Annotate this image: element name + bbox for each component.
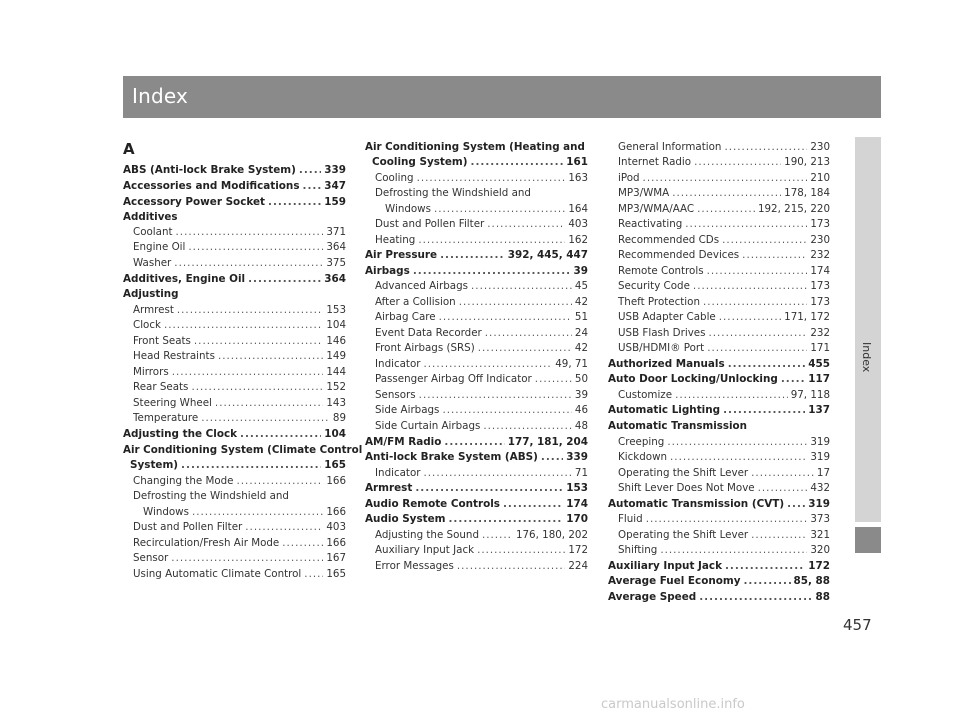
index-entry[interactable]: Audio System ..... 170 (365, 512, 588, 526)
index-subentry[interactable]: Dust and Pollen Filter ..... 403 (375, 217, 588, 231)
index-subentry[interactable]: Recirculation/Fresh Air Mode ..... 166 (133, 536, 346, 550)
page-number: 457 (843, 616, 872, 634)
index-subentry[interactable]: Using Automatic Climate Control ..... 165 (133, 567, 346, 581)
index-subentry[interactable]: Kickdown ..... 319 (618, 450, 830, 464)
index-entry[interactable]: Adjusting the Clock ..... 104 (123, 427, 346, 441)
index-subentry[interactable]: Sensor ..... 167 (133, 551, 346, 565)
index-subentry[interactable]: MP3/WMA/AAC ..... 192, 215, 220 (618, 202, 830, 216)
index-subentry[interactable]: Internet Radio ..... 190, 213 (618, 155, 830, 169)
index-subentry[interactable]: Event Data Recorder ..... 24 (375, 326, 588, 340)
index-entry[interactable]: Cooling System) ..... 161 (372, 155, 588, 169)
index-entry[interactable]: Auto Door Locking/Unlocking ..... 117 (608, 372, 830, 386)
index-subentry[interactable]: Creeping ..... 319 (618, 435, 830, 449)
index-subentry[interactable]: Operating the Shift Lever ..... 321 (618, 528, 830, 542)
index-subentry[interactable]: Head Restraints ..... 149 (133, 349, 346, 363)
index-entry[interactable]: Accessories and Modifications ..... 347 (123, 179, 346, 193)
index-subentry[interactable]: Security Code ..... 173 (618, 279, 830, 293)
index-subentry[interactable]: Advanced Airbags ..... 45 (375, 279, 588, 293)
index-subentry[interactable]: Auxiliary Input Jack ..... 172 (375, 543, 588, 557)
index-subentry[interactable]: Side Curtain Airbags ..... 48 (375, 419, 588, 433)
index-subentry[interactable]: Indicator ..... 71 (375, 466, 588, 480)
index-subentry[interactable]: Engine Oil ..... 364 (133, 240, 346, 254)
index-subentry[interactable]: Shift Lever Does Not Move ..... 432 (618, 481, 830, 495)
index-subentry[interactable]: Front Airbags (SRS) ..... 42 (375, 341, 588, 355)
index-entry[interactable]: AM/FM Radio ..... 177, 181, 204 (365, 435, 588, 449)
index-subentry[interactable]: Side Airbags ..... 46 (375, 403, 588, 417)
index-subentry[interactable]: Airbag Care ..... 51 (375, 310, 588, 324)
index-subentry[interactable]: After a Collision ..... 42 (375, 295, 588, 309)
side-index-marker (855, 527, 881, 553)
index-subentry[interactable]: Operating the Shift Lever ..... 17 (618, 466, 830, 480)
index-subentry[interactable]: Front Seats ..... 146 (133, 334, 346, 348)
index-subentry[interactable]: Theft Protection ..... 173 (618, 295, 830, 309)
index-entry[interactable]: Authorized Manuals ..... 455 (608, 357, 830, 371)
index-heading: Air Conditioning System (Climate Control (123, 444, 363, 456)
index-subentry[interactable]: Windows ..... 164 (385, 202, 588, 216)
index-subentry[interactable]: Adjusting the Sound ..... 176, 180, 202 (375, 528, 588, 542)
index-subentry[interactable]: Error Messages ..... 224 (375, 559, 588, 573)
index-subentry[interactable]: Recommended CDs ..... 230 (618, 233, 830, 247)
index-subentry[interactable]: Rear Seats ..... 152 (133, 380, 346, 394)
index-subentry[interactable]: Steering Wheel ..... 143 (133, 396, 346, 410)
index-header-bar (123, 76, 881, 118)
index-heading: Additives (123, 211, 178, 223)
index-entry[interactable]: System) ..... 165 (130, 458, 346, 472)
index-subentry[interactable]: MP3/WMA ..... 178, 184 (618, 186, 830, 200)
index-subentry[interactable]: Temperature ..... 89 (133, 411, 346, 425)
index-entry[interactable]: Average Fuel Economy ..... 85, 88 (608, 574, 830, 588)
index-entry[interactable]: Anti-lock Brake System (ABS) ..... 339 (365, 450, 588, 464)
index-subentry[interactable]: Washer ..... 375 (133, 256, 346, 270)
index-subentry[interactable]: iPod ..... 210 (618, 171, 830, 185)
index-entry[interactable]: ABS (Anti-lock Brake System) ..... 339 (123, 163, 346, 177)
index-subentry[interactable]: Dust and Pollen Filter ..... 403 (133, 520, 346, 534)
index-subheading: Defrosting the Windshield and (375, 187, 531, 199)
index-subentry[interactable]: Indicator ..... 49, 71 (375, 357, 588, 371)
index-subentry[interactable]: Passenger Airbag Off Indicator ..... 50 (375, 372, 588, 386)
index-subentry[interactable]: Cooling ..... 163 (375, 171, 588, 185)
index-subentry[interactable]: Coolant ..... 371 (133, 225, 346, 239)
index-entry[interactable]: Automatic Transmission (CVT) ..... 319 (608, 497, 830, 511)
index-subentry[interactable]: Mirrors ..... 144 (133, 365, 346, 379)
index-subentry[interactable]: Heating ..... 162 (375, 233, 588, 247)
index-subentry[interactable]: Remote Controls ..... 174 (618, 264, 830, 278)
index-subentry[interactable]: Windows ..... 166 (143, 505, 346, 519)
index-subentry[interactable]: USB Adapter Cable ..... 171, 172 (618, 310, 830, 324)
index-subentry[interactable]: Armrest ..... 153 (133, 303, 346, 317)
index-subentry[interactable]: Customize ..... 97, 118 (618, 388, 830, 402)
index-subentry[interactable]: Sensors ..... 39 (375, 388, 588, 402)
index-subentry[interactable]: Shifting ..... 320 (618, 543, 830, 557)
index-subentry[interactable]: USB Flash Drives ..... 232 (618, 326, 830, 340)
index-entry[interactable]: Accessory Power Socket ..... 159 (123, 195, 346, 209)
index-subentry[interactable]: Clock ..... 104 (133, 318, 346, 332)
index-entry[interactable]: Auxiliary Input Jack ..... 172 (608, 559, 830, 573)
index-subentry[interactable]: Reactivating ..... 173 (618, 217, 830, 231)
index-entry[interactable]: Average Speed ..... 88 (608, 590, 830, 604)
index-heading: Adjusting (123, 288, 179, 300)
index-heading: Air Conditioning System (Heating and (365, 141, 585, 153)
index-subheading: Defrosting the Windshield and (133, 490, 289, 502)
index-entry[interactable]: Additives, Engine Oil ..... 364 (123, 272, 346, 286)
index-entry[interactable]: Airbags ..... 39 (365, 264, 588, 278)
index-subentry[interactable]: Recommended Devices ..... 232 (618, 248, 830, 262)
index-entry[interactable]: Automatic Lighting ..... 137 (608, 403, 830, 417)
index-subentry[interactable]: Changing the Mode ..... 166 (133, 474, 346, 488)
index-heading: Automatic Transmission (608, 420, 747, 432)
index-subentry[interactable]: General Information ..... 230 (618, 140, 830, 154)
index-subentry[interactable]: Fluid ..... 373 (618, 512, 830, 526)
watermark-text: carmanualsonline.info (601, 697, 745, 712)
index-subentry[interactable]: USB/HDMI® Port ..... 171 (618, 341, 830, 355)
index-entry[interactable]: Audio Remote Controls ..... 174 (365, 497, 588, 511)
page-title: Index (132, 84, 189, 108)
index-entry[interactable]: Air Pressure ..... 392, 445, 447 (365, 248, 588, 262)
side-index-label: Index (860, 342, 873, 373)
section-letter: A (123, 140, 135, 158)
index-entry[interactable]: Armrest ..... 153 (365, 481, 588, 495)
